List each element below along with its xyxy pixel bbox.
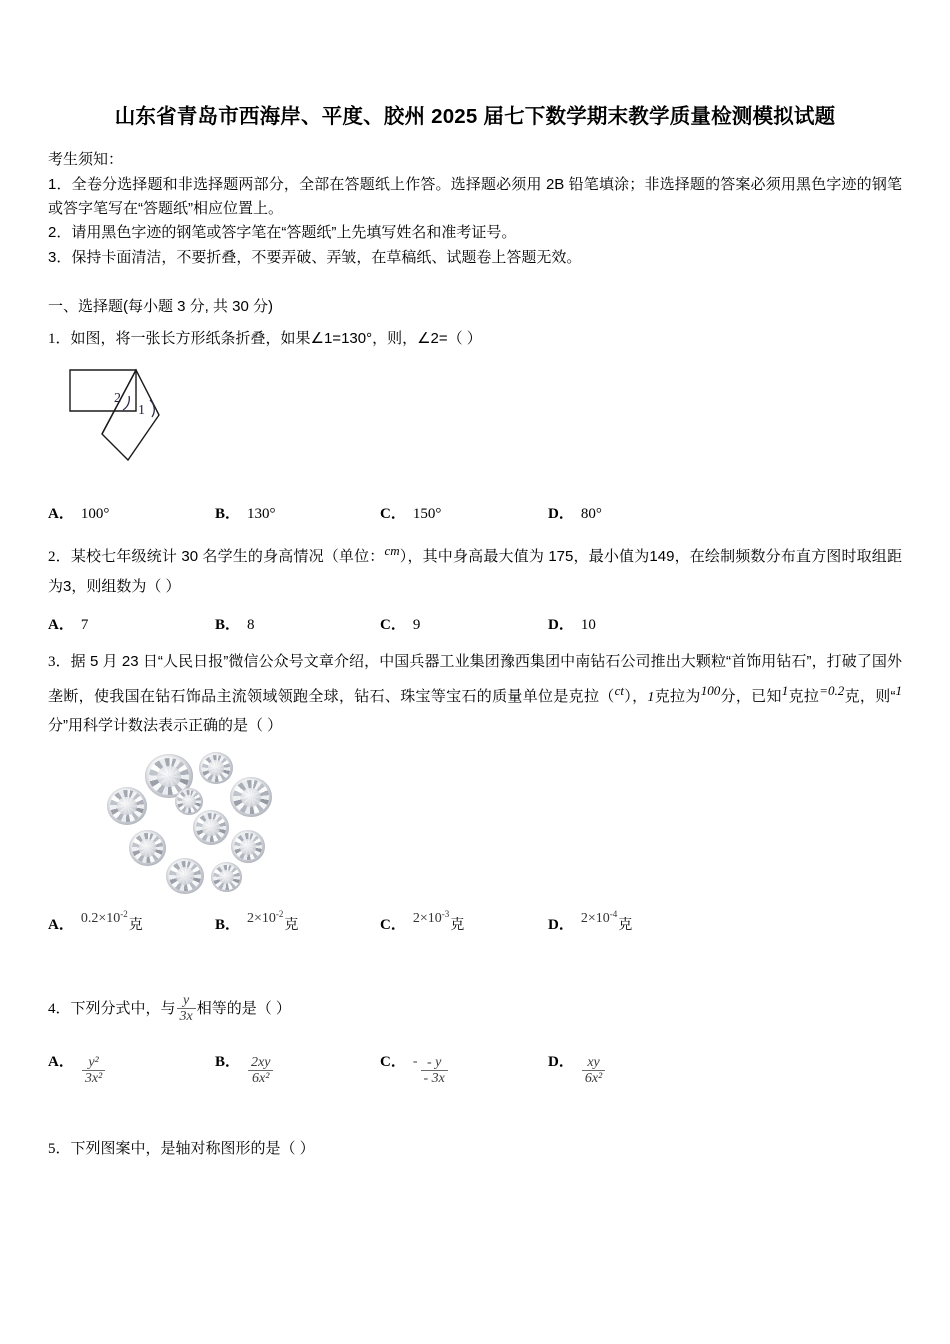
option-2d[interactable] [548, 613, 596, 634]
question-3-text-part1: 据 5 月 23 日“人民日报”微信公众号文章介绍，中国兵器工业集团豫西集团中南钻石公司推出大颗粒“首饰用钻石”，打破了国外垄断，使我国在钻石饰品主流领域领跑全球，钻石、珠宝等宝石的质量单位是克拉（ [48, 653, 902, 705]
option-3d-label: D． [548, 917, 574, 934]
question-4-text-part1: 下列分式中，与 [70, 999, 176, 1017]
option-1d-label: D． [548, 505, 574, 522]
option-2d-label: D． [548, 617, 574, 634]
option-2a-label: A． [48, 617, 74, 634]
question-2-text-part2: ），其中身高最大值为 175，最小值为149，在绘制频数分布直方图时取组距为3，则组数为（ ） [48, 547, 902, 596]
question-4-text-part2: 相等的是（ ） [196, 999, 291, 1017]
option-2c-text: 9 [412, 617, 421, 634]
option-3b-unit: 克 [284, 916, 299, 933]
option-4d-fraction: $\frac{xy}{\text{6x²}}$ [582, 1055, 605, 1086]
question-3-text-part5: 克拉 [788, 687, 820, 705]
option-2c-label: C． [380, 617, 406, 634]
question-3-options [48, 909, 902, 969]
option-3a-value: $0.2\times 10^{-2}$ [80, 909, 128, 927]
option-2c[interactable] [380, 613, 420, 634]
option-3c-value: $2\times 10^{-3}$ [412, 909, 450, 927]
notice-item-1: 1．全卷分选择题和非选择题两部分，全部在答题纸上作答。选择题必须用 2B 铅笔填涂；非选择题的答案必须用黑色字迹的钢笔或答字笔写在“答题纸”相应位置上。 [48, 175, 902, 218]
question-5 [48, 1134, 902, 1164]
question-3-text-part6: 克，则“ [844, 687, 896, 705]
question-3-value-1b: 1 [781, 682, 789, 698]
option-1a-text: 100° [80, 505, 110, 522]
option-4a-label: A． [48, 1054, 74, 1071]
option-4c-label: C． [380, 1054, 406, 1071]
question-5-text: 下列图案中，是轴对称图形的是（ ） [70, 1140, 315, 1158]
option-4d-label: D． [548, 1054, 574, 1071]
option-1c-text: 150° [412, 505, 442, 522]
option-3c[interactable] [380, 909, 465, 934]
question-3-value-1c: 1 [895, 682, 902, 698]
option-3c-unit: 克 [450, 916, 465, 933]
question-3-text-part7: 分”用科学计数法表示正确的是（ ） [48, 716, 283, 734]
diamond-cluster-figure [103, 752, 288, 897]
section-header-choice: 一、选择题(每小题 3 分, 共 30 分) [48, 298, 274, 316]
question-2 [48, 538, 902, 602]
option-2b[interactable] [215, 613, 255, 634]
diamond-gem [211, 862, 242, 892]
question-4-options [48, 1050, 902, 1106]
option-3b-label: B． [215, 917, 241, 934]
option-4c-fraction: $\frac{- y}{- 3x}$ [421, 1055, 448, 1086]
question-3-text-part4: 分，已知 [720, 687, 782, 705]
option-4b-label: B． [215, 1054, 241, 1071]
angle-2-label: 2 [114, 390, 121, 406]
diamond-gem [166, 858, 204, 894]
option-1d-text: 80° [580, 505, 602, 522]
notice-item-3: 3．保持卡面清洁，不要折叠，不要弄破、弄皱，在草稿纸、试题卷上答题无效。 [48, 248, 582, 266]
page-title: 山东省青岛市西海岸、平度、胶州 2025 届七下数学期末教学质量检测模拟试题 [114, 105, 836, 128]
option-1c-label: C． [380, 505, 406, 522]
option-2d-text: 10 [580, 617, 596, 634]
question-4-number: 4． [48, 1000, 71, 1017]
question-3-text-part3: 克拉为 [654, 687, 701, 705]
option-2a[interactable] [48, 613, 88, 634]
option-3c-label: C． [380, 917, 406, 934]
angle-1-label: 1 [138, 402, 145, 418]
question-3-unit-ct: ct [614, 682, 624, 698]
folded-paper-svg [66, 362, 226, 480]
question-2-text-part1: 某校七年级统计 30 名学生的身高情况（单位： [70, 547, 385, 565]
option-1a-label: A． [48, 505, 74, 522]
option-1b[interactable] [215, 502, 276, 523]
diamond-gem [230, 777, 272, 817]
option-4b-fraction: $\frac{2xy}{\text{6x²}}$ [248, 1055, 273, 1086]
strip-folded-limb [102, 370, 159, 460]
option-1d[interactable] [548, 502, 602, 523]
question-1-text: 如图，将一张长方形纸条折叠，如果∠1=130°，则，∠2=（ ） [70, 329, 482, 347]
option-4a-fraction: $\frac{\text{y²}}{\text{3x²}}$ [82, 1055, 105, 1086]
page-content [48, 104, 902, 1165]
option-1b-label: B． [215, 505, 241, 522]
question-3-value-100: 100 [700, 682, 721, 698]
angle-1-arc [150, 400, 154, 417]
question-3-value-eq: =0.2 [819, 682, 845, 698]
option-4d[interactable] [548, 1050, 606, 1086]
diamond-gem [231, 830, 265, 863]
option-2b-label: B． [215, 617, 241, 634]
option-1b-text: 130° [247, 505, 276, 522]
option-4c[interactable] [380, 1050, 449, 1086]
diamond-gem [175, 788, 203, 815]
question-1-options [48, 502, 902, 528]
option-3b[interactable] [215, 909, 299, 934]
question-1-number: 1． [48, 330, 71, 347]
option-2b-text: 8 [247, 617, 255, 634]
diamond-gem [199, 752, 233, 784]
question-2-unit-cm: cm [384, 542, 400, 558]
option-3d-unit: 克 [618, 916, 633, 933]
question-2-options [48, 613, 902, 639]
option-4c-negative-sign: - [412, 1054, 418, 1070]
option-3a-label: A． [48, 917, 74, 934]
question-3-number: 3． [48, 654, 71, 671]
question-4 [48, 993, 902, 1024]
question-2-number: 2． [48, 548, 71, 565]
diamond-gem [129, 830, 166, 866]
question-3 [48, 647, 902, 740]
option-2a-text: 7 [80, 617, 89, 634]
question-3-text-part2: ）， [623, 687, 648, 705]
diamond-gem [107, 787, 147, 825]
angle-2-arc [123, 396, 129, 410]
option-3a-unit: 克 [128, 916, 143, 933]
notice-heading: 考生须知： [48, 150, 124, 168]
option-1c[interactable] [380, 502, 441, 523]
option-3b-value: $2\times 10^{-2}$ [247, 909, 284, 927]
option-3d[interactable] [548, 909, 633, 934]
option-4b[interactable] [215, 1050, 274, 1086]
notice-item-2: 2．请用黑色字迹的钢笔或答字笔在“答题纸”上先填写姓名和准考证号。 [48, 224, 517, 242]
option-1a[interactable] [48, 502, 109, 523]
option-3d-value: $2\times 10^{-4}$ [580, 909, 618, 927]
question-3-value-1a: 1 [647, 689, 655, 705]
question-5-number: 5． [48, 1141, 71, 1158]
folded-paper-figure [66, 362, 226, 480]
option-4a[interactable] [48, 1050, 106, 1086]
question-4-fraction: $\frac{y}{3x}$ [177, 993, 196, 1024]
diamond-gem [193, 810, 229, 845]
strip-upper-rect [70, 370, 136, 411]
option-3a[interactable] [48, 909, 143, 934]
question-1 [48, 324, 902, 354]
